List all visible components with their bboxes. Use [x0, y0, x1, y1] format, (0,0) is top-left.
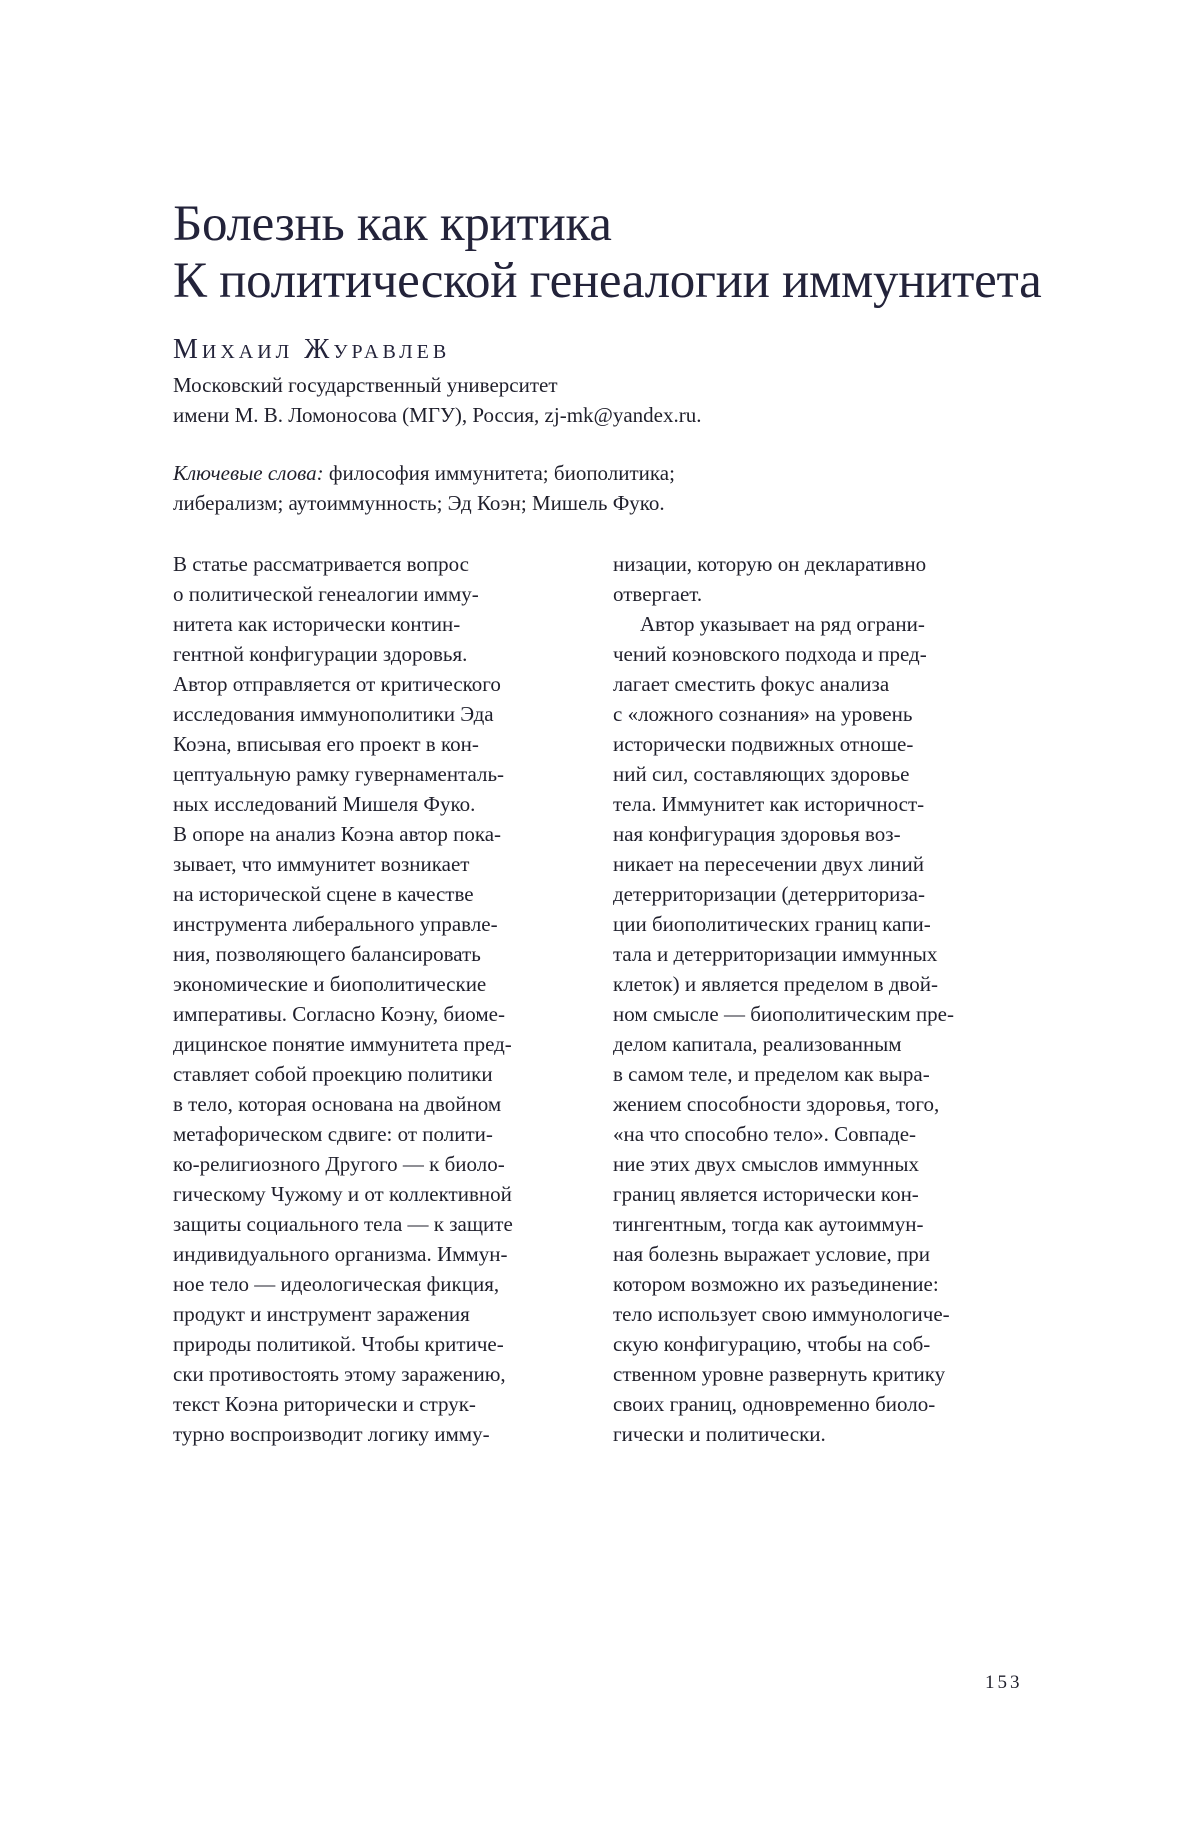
abstract-line: нитета как исторически контин-	[173, 612, 461, 636]
abstract-line: Автор отправляется от критического	[173, 672, 501, 696]
affiliation-line: имени М. В. Ломоносова (МГУ), Россия, zj-mk@yandex.ru.	[173, 403, 702, 427]
abstract-line: своих границ, одновременно биоло-	[613, 1392, 936, 1416]
abstract-line: тела. Иммунитет как историчност-	[613, 792, 925, 816]
abstract-line: ния, позволяющего балансировать	[173, 942, 481, 966]
abstract-line: тингентным, тогда как аутоиммун-	[613, 1212, 924, 1236]
abstract-line: ставляет собой проекцию политики	[173, 1062, 493, 1086]
abstract-line: на исторической сцене в качестве	[173, 882, 474, 906]
abstract-line: гически и политически.	[613, 1422, 826, 1446]
abstract-line: жением способности здоровья, того,	[613, 1092, 940, 1116]
abstract-line: лагает сместить фокус анализа	[613, 672, 890, 696]
abstract-line: продукт и инструмент заражения	[173, 1302, 470, 1326]
abstract-line: ное тело — идеологическая фикция,	[173, 1272, 500, 1296]
keywords-line: либерализм; аутоиммунность; Эд Коэн; Мишель Фуко.	[173, 491, 665, 515]
abstract-line: ние этих двух смыслов иммунных	[613, 1152, 919, 1176]
abstract-line: ски противостоять этому заражению,	[173, 1362, 506, 1386]
affiliation-line: Московский государственный университет	[173, 373, 558, 397]
keywords-block	[173, 458, 873, 518]
abstract-line: в самом теле, и пределом как выра-	[613, 1062, 930, 1086]
abstract-line: с «ложного сознания» на уровень	[613, 702, 913, 726]
abstract-column-left	[173, 549, 573, 1449]
abstract-line: императивы. Согласно Коэну, биоме-	[173, 1002, 505, 1026]
abstract-line: тала и детерриторизации иммунных	[613, 942, 938, 966]
abstract-line: чений коэновского подхода и пред-	[613, 642, 927, 666]
author-name: Михаил Журавлев	[173, 334, 451, 365]
abstract-line: ная конфигурация здоровья воз-	[613, 822, 901, 846]
abstract-line: ная болезнь выражает условие, при	[613, 1242, 930, 1266]
abstract-line: метафорическом сдвиге: от полити-	[173, 1122, 493, 1146]
abstract-column-right	[613, 549, 1033, 1449]
abstract-line: делом капитала, реализованным	[613, 1032, 902, 1056]
abstract-line: отвергает.	[613, 582, 703, 606]
abstract-line: турно воспроизводит логику имму-	[173, 1422, 490, 1446]
abstract-line: котором возможно их разъединение:	[613, 1272, 939, 1296]
abstract-line: инструмента либерального управле-	[173, 912, 498, 936]
article-title	[173, 196, 1073, 310]
abstract-line: В статье рассматривается вопрос	[173, 552, 469, 576]
abstract-line: ственном уровне развернуть критику	[613, 1362, 946, 1386]
abstract-line: зывает, что иммунитет возникает	[173, 852, 470, 876]
abstract-line: тело использует свою иммунологиче-	[613, 1302, 950, 1326]
abstract-line: защиты социального тела — к защите	[173, 1212, 513, 1236]
abstract-line: исследования иммунополитики Эда	[173, 702, 494, 726]
abstract-line: индивидуального организма. Иммун-	[173, 1242, 508, 1266]
abstract-line: ных исследований Мишеля Фуко.	[173, 792, 476, 816]
abstract-line: ко-религиозного Другого — к биоло-	[173, 1152, 505, 1176]
abstract-line: Коэна, вписывая его проект в кон-	[173, 732, 479, 756]
abstract-paragraph-start: Автор указывает на ряд ограни-	[640, 612, 925, 636]
abstract-line: экономические и биополитические	[173, 972, 487, 996]
abstract-line: скую конфигурацию, чтобы на соб-	[613, 1332, 931, 1356]
abstract-line: детерриторизации (детерриториза-	[613, 882, 925, 906]
abstract-line: дицинское понятие иммунитета пред-	[173, 1032, 512, 1056]
abstract-line: природы политикой. Чтобы критиче-	[173, 1332, 504, 1356]
abstract-line: ний сил, составляющих здоровье	[613, 762, 910, 786]
abstract-line: клеток) и является пределом в двой-	[613, 972, 939, 996]
abstract-line: в тело, которая основана на двойном	[173, 1092, 502, 1116]
page-number: 153	[985, 1672, 1023, 1693]
abstract-line: «на что способно тело». Совпаде-	[613, 1122, 917, 1146]
abstract-line: гическому Чужому и от коллективной	[173, 1182, 512, 1206]
title-main: Болезнь как критика	[173, 196, 612, 252]
keywords-line	[173, 458, 873, 488]
abstract-line: гентной конфигурации здоровья.	[173, 642, 468, 666]
abstract-line: низации, которую он декларативно	[613, 552, 927, 576]
abstract-line: В опоре на анализ Коэна автор пока-	[173, 822, 502, 846]
keywords-label: Ключевые слова:	[173, 461, 324, 485]
abstract-line: никает на пересечении двух линий	[613, 852, 924, 876]
abstract-line: границ является исторически кон-	[613, 1182, 919, 1206]
abstract-line: текст Коэна риторически и струк-	[173, 1392, 476, 1416]
keywords-text: философия иммунитета; биополитика;	[323, 461, 675, 485]
title-subtitle: К политической генеалогии иммунитета	[173, 253, 1042, 309]
abstract-line: исторически подвижных отноше-	[613, 732, 914, 756]
abstract-line: цептуальную рамку гувернаменталь-	[173, 762, 505, 786]
author-affiliation	[173, 370, 873, 430]
abstract-line: ном смысле — биополитическим пре-	[613, 1002, 954, 1026]
abstract-line: о политической генеалогии имму-	[173, 582, 479, 606]
abstract-line: ции биополитических границ капи-	[613, 912, 931, 936]
